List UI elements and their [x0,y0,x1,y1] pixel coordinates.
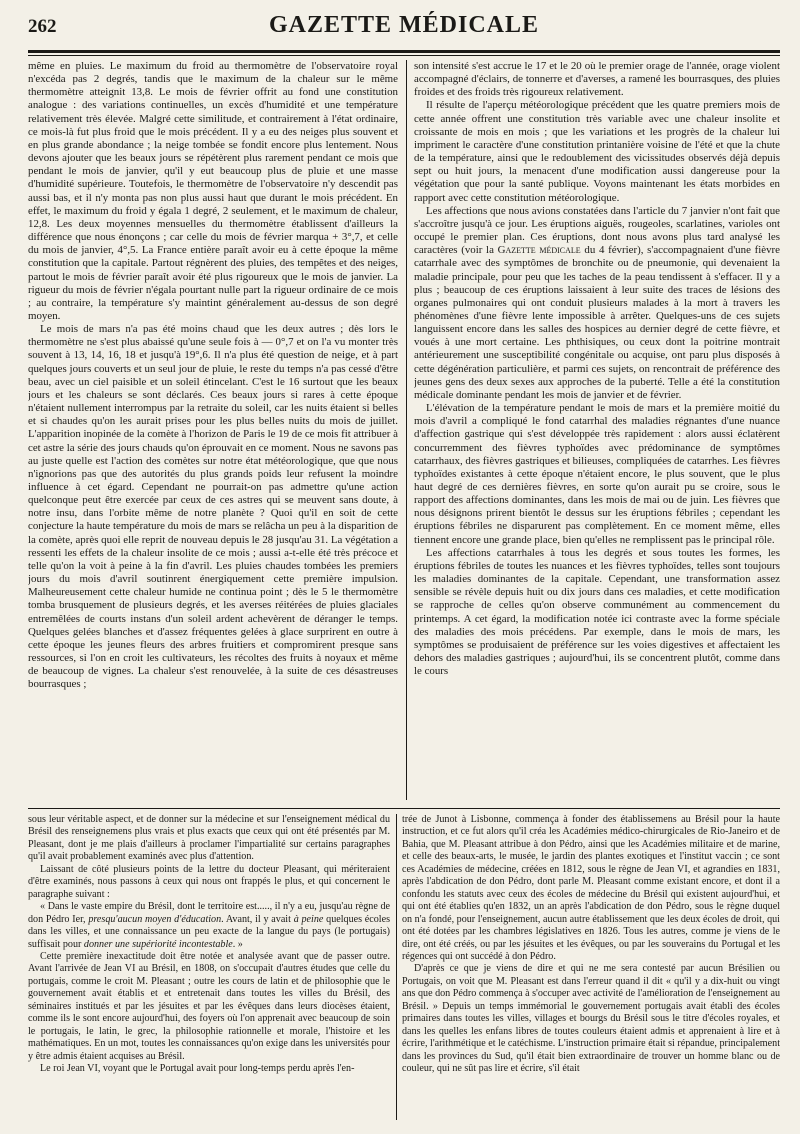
paragraph: Cette première inexactitude doit être notée et analysée avant que de passer outre. Avant l'arrivée de Jean VI au Brésil, en 1808, on s'occupait d'autres études que celle du portugais, comme le croit M. Pleasant ; outre les cours de latin et de philosophie que le gouvernement avait établis et et entretenait dans toutes les villes du Brésil, des séminaires institués et par les jésuites et par les évêques dans leurs diocèses étaient, comme ils le sont encore aujourd'hui, des foyers où l'on apprenait avec beaucoup de soin le portugais, le latin, le grec, la philosophie rationnelle et morale, l'histoire et les mathématiques. En un mot, toutes les connaissances qu'on exige dans les universités pour y être admis étaient acquises au Brésil. [28,950,390,1062]
header-rule-thin [28,55,780,56]
paragraph: même en pluies. Le maximum du froid au thermomètre de l'observatoire royal n'excéda pas 2 degrés, tandis que le maximum de la chaleur sur le même thermomètre atteignit 13,8. Le mois de février offrit au fond une constitution analogue : des variations continuelles, un excès d'humidité et une température relativement très élevée. Malgré cette similitude, et contrairement à l'état ordinaire, ce mois-là fut plus froid que le mois précédent. Il y a eu des neiges plus souvent et en plus grande abondance ; la neige tombée se fondit encore plus lentement. Nous devons ajouter que les beaux jours se répétèrent plus rarement pendant ce mois que pendant le mois de janvier, qu'il y eut beaucoup plus de pluie et une masse d'humidité supérieure. Toutefois, le thermomètre de l'observatoire n'y descendit pas aussi bas, et il n'y monta pas non plus aussi haut que durant le mois précédent. En effet, le maximum du froid y égala 1 degré, 2 seulement, et le maximum de chaleur, 12,8. Les deux moyennes mensuelles du thermomètre établissent d'ailleurs la différence que nous énonçons ; car celle du mois de février marqua + 3°,7, et celle du mois de janvier, 4°,5. La France entière paraît avoir eu à cette époque la même constitution que la capitale. Partout régnèrent des pluies, des tempêtes et des neiges, partout le mois de février paraît avoir été plus rigoureux que le mois de janvier. La rigueur du mois de février n'égala pourtant nulle part la rigueur ordinaire de ce mois ; au contraire, la température s'y maintint généralement au-dessus de son degré moyen. [28,60,398,322]
emphasis: presqu'aucun moyen d'éducation [88,913,222,925]
page-number: 262 [28,16,57,37]
header-rule [28,50,780,53]
paragraph: son intensité s'est accrue le 17 et le 20 où le premier orage de l'année, orage violent accompagné d'éclairs, de tonnerre et d'averses, a ramené les bourrasques, des pluies froides et des froids très rigoureux relativement. [414,60,780,99]
paragraph: Il résulte de l'aperçu météorologique précédent que les quatre premiers mois de cette année offrent une constitution très variable avec une chaleur insolite et croissante de mois en mois ; que les variations et les progrès de la chaleur lui impriment le caractère d'une constitution printanière voisine de l'été et que la chute de la température, ainsi que le redoublement des vicissitudes observés déjà depuis sept ou huit jours, la menacent d'une modification aussi dangereuse pour la végétation que pour la santé publique. Voyons maintenant les états morbides en rapport avec cette constitution météorologique. [414,99,780,204]
text-run: quelques écoles dans les villes, et une connaissance un peu exacte de la langue du pays (le portugais) suffisait pour [28,913,390,950]
paragraph: Le roi Jean VI, voyant que le Portugal avait pour long-temps perdu après l'en- [40,1063,355,1075]
text-run: « Dans le vaste empire du Brésil, dont le territoire est....., il n'y a eu, jusqu'au règne de don Pédro Ier, [28,901,390,925]
quotation [28,901,390,951]
text-run: du 4 février), s'accompagnaient d'une fièvre catarrhale avec des symptômes de bronchite ou de pneumonie, qui devenaient la maladie principale, pour peu que les taches de la peau tendissent à s'effacer. Il y a plus ; beaucoup de ces éruptions laissaient à leur suite des traces de lésions des organes pulmonaires qui ont conduit plusieurs malades à la mort à travers les phénomènes d'une fièvre lente impossible à arrêter. Quelques-uns de ces sujets languissent encore dans les salles des hospices au dernier degré de cette fièvre, et voués à une mort certaine. Les phthisiques, ou ceux dont la poitrine montrait antérieurement une susceptibilité congénitale ou acquise, ont paru plus disposés à cette dégénération particulière, et parmi ces sujets, on rencontrait de préférence des jeunes gens des deux sexes aux approches de la puberté. Telle a été la constitution médicale dominante pendant les mois de janvier et de février. [414,244,780,401]
upper-right-column [414,60,780,800]
upper-left-column [28,60,398,800]
text-run: . Avant, il y avait [221,913,294,925]
paragraph: trée de Junot à Lisbonne, commença à fonder des établissemens au Brésil pour la haute instruction, et ce fut alors qu'il créa les Académies médico-chirurgicales de Rio-Janeiro et de Bahia, que M. Pleasant attribue à don Pédro, ainsi que les Académies militaire et de marine, et celle des beaux-arts, le musée, le jardin des plantes exotiques et l'institut vaccin ; ce sont ces Académies de médecine, créées en 1812, sous le règne de Jean VI, et agrandies en 1831, après l'abdication de don Pédro, dont parle M. Pleasant comme existant encore, et dont il a confondu les statuts avec ceux des écoles de médecine du Brésil qui existent aujourd'hui, et qui ont été établies qu'en 1832, un an après l'abdication de don Pédro, sous le règne duquel on n'a fondé, pour l'enseignement, aucun autre établissement que les deux écoles de droit, qui ont été dotées par les chambres législatives en 1826. Tous les autres, comme je viens de le dire, ont été créés, ou par les jésuites et les évêques, ou par les souverains du Portugal et les régences qui ont succédé à don Pédro. [402,814,780,962]
paragraph: L'élévation de la température pendant le mois de mars et la première moitié du mois d'avril a compliqué le fond catarrhal des maladies régnantes d'une nuance d'affection gastrique qui s'est développée très rapidement : alors aussi éclatèrent concurremment des fièvres typhoïdes avec prédominance de symptômes catarrhaux, des fièvres gastriques et bilieuses, compliquées de catarrhes. Les fièvres typhoïdes existantes à cette époque n'étaient encore, le plus souvent, que le plus haut degré de ces dernières fièvres, en sorte qu'on aurait pu se croire, sous le rapport des affections dominantes, dans les mois de mai ou de juin. Les fièvres que nous désignons prirent bientôt le dessus sur les éruptions fébriles ; cependant les éruptions fébriles ne disparurent pas complètement. En ce moment même, elles tiennent encore une grande place, bien qu'elles ne remplissent pas le principal rôle. [414,402,780,546]
section-rule [28,808,780,809]
lower-right-column [402,814,780,1120]
emphasis: donner une supériorité incontestable [83,938,233,950]
paragraph: Le mois de mars n'a pas été moins chaud que les deux autres ; dès lors le thermomètre ne s'est plus abaissé qu'une seule fois à — 0°,7 et on l'a vu monter très souvent à 13, 14, 16, 18 et jusqu'à 19°,6. Il n'a plus été question de neige, et à part quelques jours couverts et un seul jour de pluie, le reste du temps n'a pas cessé d'être beau, avec un ciel paisible et un soleil étincelant. C'est le 16 surtout que les beaux jours et les chaleurs se sont déclarés. Ces beaux jours si rares à cette époque n'étaient nullement interrompus par la retraite du soleil, car les nuits étaient si belles et si chaudes qu'on les aurait prises pour les plus belles nuits du mois de juillet. L'apparition inopinée de la comète à l'horizon de Paris le 19 de ce mois fit attribuer à cet astre la série des jours chauds qu'on éprouvait en ce moment. Nous ne savons pas au juste quelle est l'action des comètes sur notre état météorologique, que que nous n'ignorions pas que des autorités du plus grands poids leur refusent la moindre influence à cet égard. Cependant ne pourrait-on pas admettre qu'une action quelconque peut être exercée par ceux de ces astres qui se meuvent sans doute, à notre insu, dans l'orbite même de notre planète ? Quoi qu'il en soit de cette conjecture la haute température du mois de mars se relâcha un peu à la disparition de la comète, après quoi elle reprit de nouveau depuis le 28 jusqu'au 31. La végétation a ressenti les effets de la chaleur insolite de ce mois ; aussi a-t-elle été très précoce et telle qu'on la voit à peine à la fin d'avril. Les pluies chaudes tombées les premiers jours du mois d'avril soutinrent énergiquement cette première impulsion. Malheureusement cette chaleur humide ne continua point ; dès le 5 le thermomètre tomba brusquement de plusieurs degrés, et les averses réitérées de pluies glaciales entremêlées de courts instans d'un soleil ardent achevèrent de déranger le temps. Quelques gelées blanches et d'assez fréquentes gelées à glace surprirent en outre à cette époque les jeunes fleurs des arbres fruitiers et compromirent presque sans ressources, si l'on en croit les cultivateurs, les récoltes des fruits à noyaux et même de beaucoup de vignes. La chaleur s'est renouvelée, à la suite de ces désastreuses bourrasques ; [28,323,398,691]
paragraph: sous leur véritable aspect, et de donner sur la médecine et sur l'enseignement médical du Brésil des renseignemens plus vrais et plus exacts que ceux qui ont été présentés par M. Pleasant, dont je me plais d'ailleurs à proclamer l'impartialité sur certains paragraphes qu'il avait probablement examinés avec plus d'attention. [28,814,390,863]
page-header [28,12,780,48]
journal-title: GAZETTE MÉDICALE [268,12,540,38]
paragraph: D'après ce que je viens de dire et qui ne me sera contesté par aucun Brésilien ou Portugais, on voit que M. Pleasant est dans l'erreur quand il dit « qu'il y a dix-huit ou vingt ans que don Pédro commença à s'occuper avec activité de l'amélioration de l'enseignement au Brésil. » Depuis un temps immémorial le gouvernement portugais avait établi des écoles primaires dans toutes les villes, villages et bourgs du Brésil sous le titre d'écoles royales, et dans les quelles les enfans libres de toutes couleurs étaient admis et apprenaient à lire et à écrire, l'arithmétique et le catéchisme. L'instruction primaire était si répandue, principalement dans les provinces du Sud, qu'il était bien extraordinaire de trouver un homme blanc ou de couleur, qui ne sût pas lire et écrire, s'il était [402,963,780,1075]
paragraph [414,205,780,402]
journal-reference: Gazette médicale [497,244,581,257]
text-run: Les affections que nous avions constatées dans l'article du 7 janvier n'ont fait que s'accroître jusqu'à ce jour. Les éruptions aiguës, rougeoles, scarlatines, varioles ont occupé le premier plan. Ces éruptions, dont nous avons plus tard analysé les caractères (voir la [414,204,780,257]
column-divider [396,814,397,1120]
lower-left-column [28,814,390,1120]
text-run: . » [232,938,243,950]
paragraph: Les affections catarrhales à tous les degrés et sous toutes les formes, les éruptions fébriles de toutes les nuances et les fièvres typhoïdes, telles sont toujours les maladies dominantes de la capitale. Cependant, une transformation assez sensible se révèle depuis huit ou dix jours dans ces maladies, et cette modification se rapproche de celles qu'on observe communément au commencement du printemps. A cet égard, la modification notée ici contraste avec la forme spéciale des maladies des mois précédens. Par exemple, dans le mois de mars, les symptômes se produisaient de préférence sur les voies digestives et affectaient les dehors des maladies gastriques ; aujourd'hui, ils se concentrent plutôt, comme dans le cours [414,546,780,678]
paragraph: Laissant de côté plusieurs points de la lettre du docteur Pleasant, qui mériteraient d'être examinés, nous passons à ceux qui nous ont frappés le plus, et qui concernent le paragraphe suivant : [28,863,390,900]
emphasis: à peine [293,913,324,925]
column-divider [406,60,407,800]
